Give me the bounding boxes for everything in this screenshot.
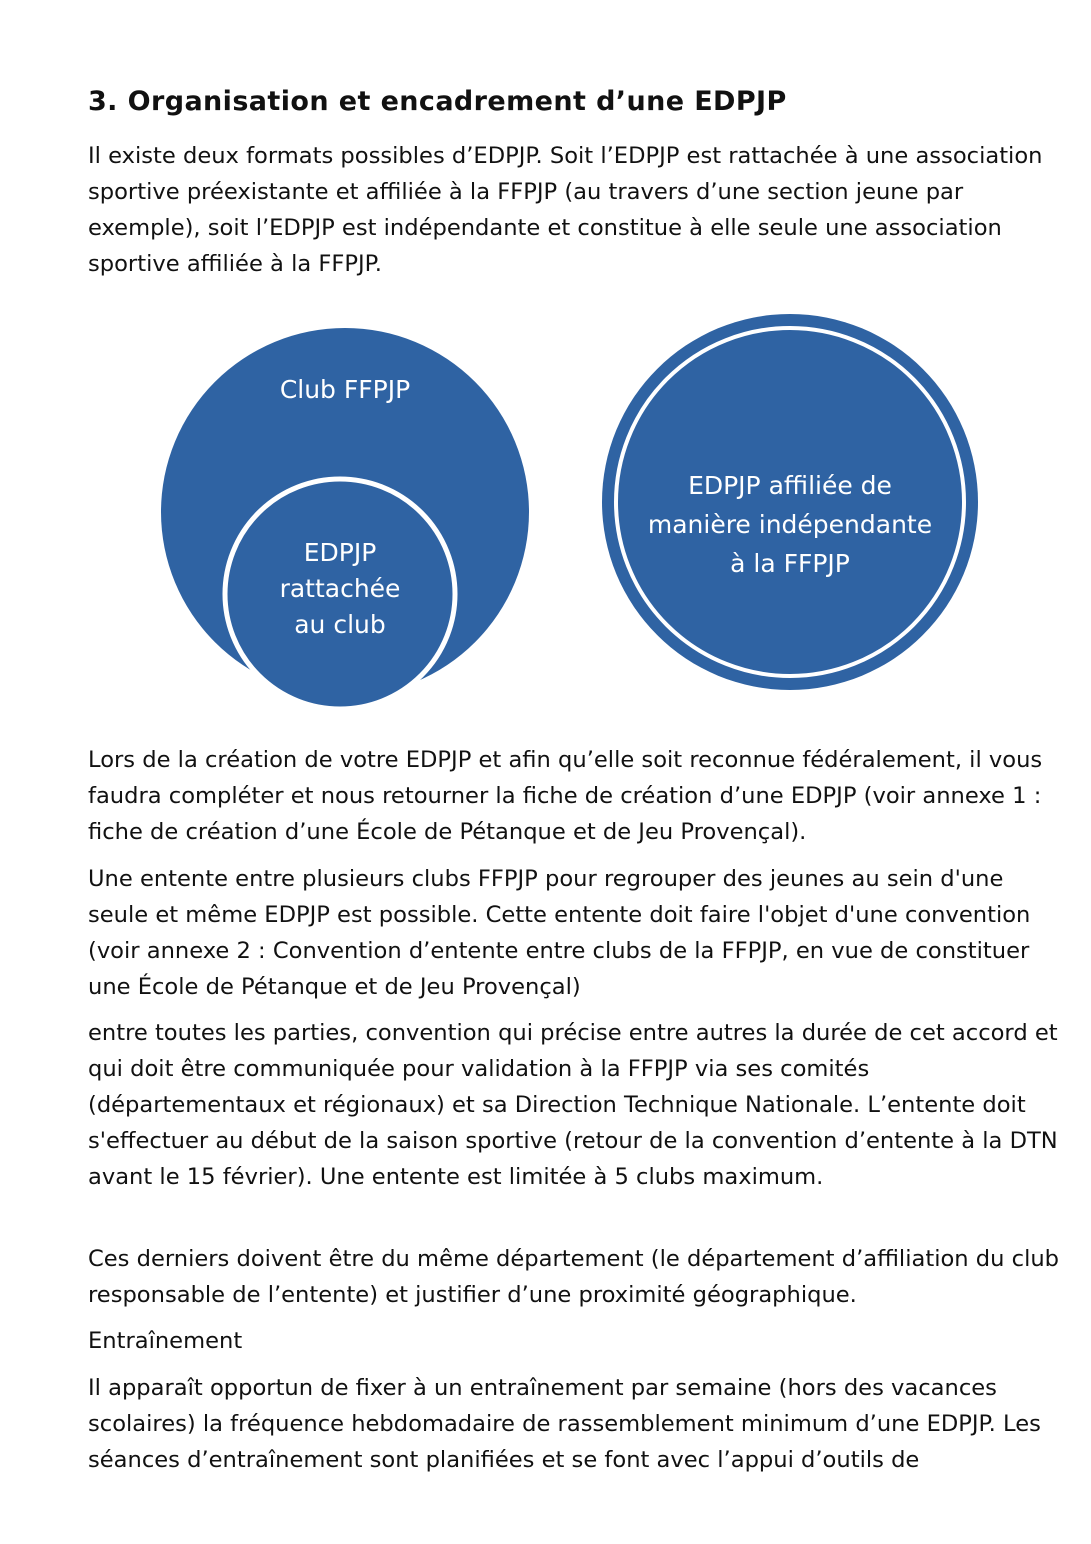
club-ffpjp-label: Club FFPJP [279,375,411,404]
edpjp-attached-label-line2: rattachée [279,574,401,603]
paragraph-creation: Lors de la création de votre EDPJP et afin qu’elle soit reconnue fédéralement, il vous faudra compléter et nous retourner la fiche de création d’une EDPJP (voir annexe 1 : fiche de création d’une École de Pétanque et de Jeu Provençal). [88,747,1043,845]
edpjp-independent-label-line2: manière indépendante [647,510,933,539]
paragraph-convention: entre toutes les parties, convention qui précise entre autres la durée de cet accord et qui doit être communiquée pour validation à la FFPJP via ses comités (départementaux et régionaux) et sa Direction Technique Nationale. L’entente doit s'effectuer au début de la saison sportive (retour de la convention d’entente à la DTN avant le 15 février). Une entente est limitée à 5 clubs maximum. [88,1020,1058,1190]
paragraph-departement: Ces derniers doivent être du même département (le département d’affiliation du club responsable de l’entente) et justifier d’une proximité géographique. [88,1246,1060,1308]
paragraph-entente: Une entente entre plusieurs clubs FFPJP pour regrouper des jeunes au sein d'une seule et même EDPJP est possible. Cette entente doit faire l'objet d'une convention (voir annexe 2 : Convention d’entente entre clubs de la FFPJP, en vue de constituer une École de Pétanque et de Jeu Provençal) [88,866,1031,1000]
paragraph-entrainement: Il apparaît opportun de fixer à un entraînement par semaine (hors des vacances scolaires) la fréquence hebdomadaire de rassemblement minimum d’une EDPJP. Les séances d’entraînement sont planifiées et se font avec l’appui d’outils de [88,1375,1041,1473]
edpjp-independent-circle [602,314,978,690]
edpjp-attached-label-line1: EDPJP [303,538,377,567]
edpjp-independent-label-line3: à la FFPJP [730,549,850,578]
diagram-svg [150,282,990,712]
edpjp-independent-label-line1: EDPJP affiliée de [688,471,892,500]
section-heading: 3. Organisation et encadrement d’une EDPJP [88,86,787,117]
intro-paragraph: Il existe deux formats possibles d’EDPJP. Soit l’EDPJP est rattachée à une association sportive préexistante et affiliée à la FFPJP (au travers d’une section jeune par exemple), soit l’EDPJP est indépendante et constitue à elle seule une association sportive affiliée à la FFPJP. [88,143,1043,277]
subheading-entrainement: Entraînement [88,1328,243,1354]
edpjp-attached-label-line3: au club [294,610,386,639]
edpjp-formats-diagram [150,282,990,712]
